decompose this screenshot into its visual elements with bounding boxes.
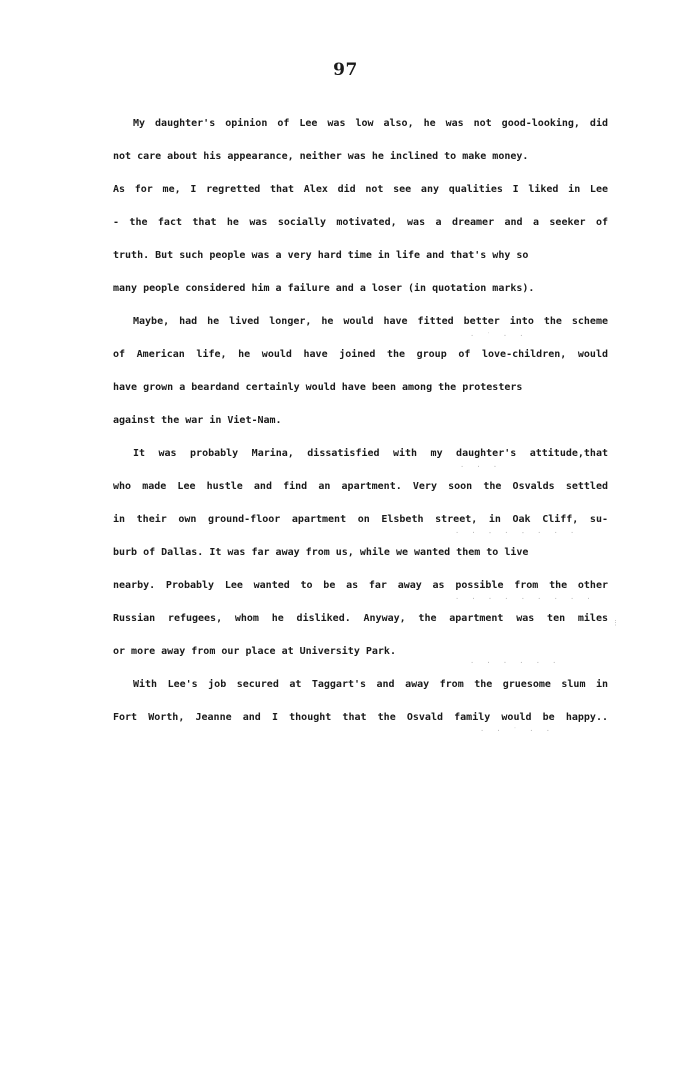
text-line: burb of Dallas. It was far away from us, while we wanted them to live [113,547,529,558]
text-line: against the war in Viet-Nam. [113,415,282,426]
text-line: Maybe, had he lived longer, he would have fitted better into the scheme [133,316,608,327]
text-line: truth. But such people was a very hard time in life and that's why so [113,250,529,261]
text-line: My daughter's opinion of Lee was low also, he was not good-looking, did [133,118,608,129]
text-line: in their own ground-floor apartment on Elsbeth street, in Oak Cliff, su- [113,514,608,525]
text-line: Fort Worth, Jeanne and I thought that the Osvald family would be happy.. [113,712,608,723]
page-number: 97 [333,60,358,80]
scan-speck-mark: · · · · · · · · · [455,595,595,603]
scan-speck-mark: · · · · · · [470,659,561,667]
scan-speck-mark: · · ˙ · · [480,727,554,735]
scan-speck-mark: · · ‐ · ‐ · · · [455,529,579,537]
text-line: have grown a beardand certainly would have been among the protesters [113,382,523,393]
text-line: or more away from our place at University Park. [113,646,396,657]
text-line: not care about his appearance, neither was he inclined to make money. [113,151,529,162]
scan-speck-mark: · · · [460,463,502,471]
text-line: many people considered him a failure and a loser (in quotation marks). [113,283,535,294]
text-line: It was probably Marina, dissatisfied with my daughter's attitude,that [133,448,608,459]
text-line: - the fact that he was socially motivated, was a dreamer and a seeker of [113,217,608,228]
text-line: of American life, he would have joined the group of love-children, would [113,349,608,360]
text-line: nearby. Probably Lee wanted to be as far away as possible from the other [113,580,608,591]
text-line: who made Lee hustle and find an apartment. Very soon the Osvalds settled [113,481,608,492]
scan-speck-mark: · ˙ · · [470,332,528,340]
text-line: As for me, I regretted that Alex did not see any qualities I liked in Lee [113,184,608,195]
text-line: Russian refugees, whom he disliked. Anyway, the apartment was ten miles [113,613,608,624]
text-line: With Lee's job secured at Taggart's and away from the gruesome slum in [133,679,608,690]
scan-speck-mark: ⋮ [612,619,623,627]
